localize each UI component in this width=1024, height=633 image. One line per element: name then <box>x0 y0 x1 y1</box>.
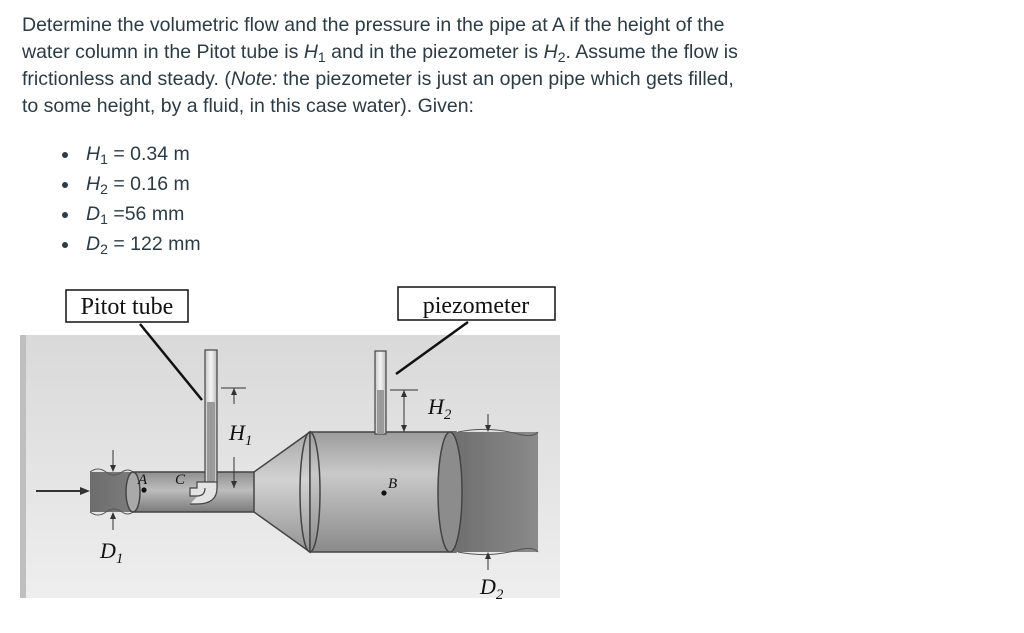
given-h1: $H_1 = 0.34$ m <box>62 139 201 169</box>
problem-statement <box>22 12 842 120</box>
var-h1: H <box>303 41 318 63</box>
point-a-label: A <box>138 472 148 488</box>
problem-line-1: Determine the volumetric flow and the pressure in the pipe at A if the height of the <box>22 14 725 36</box>
piezometer-label: piezometer <box>422 293 530 319</box>
point-c-label: C <box>175 472 186 488</box>
given-h2: $H_2 = 0.16$ m <box>62 169 201 199</box>
problem-line-3: frictionless and steady. (Note: the piezometer is just an open pipe which gets filled, <box>22 68 734 90</box>
given-d1: $D_1 =56$ mm <box>62 199 201 229</box>
note-label: Note: <box>230 68 278 90</box>
var-h2: H <box>543 41 558 63</box>
point-a-dot <box>141 487 146 492</box>
givens-list <box>62 139 201 259</box>
piezometer-tube <box>375 351 386 434</box>
pipe-figure <box>18 282 566 608</box>
d1-label: $D_1$ <box>100 538 124 567</box>
problem-line-2: water column in the Pitot tube is $H_1$ and in the piezometer is $H_2$. Assume the flow is <box>22 41 738 66</box>
pitot-tube-label: Pitot tube <box>80 294 174 320</box>
point-b-label: B <box>388 476 398 492</box>
h2-label: $H_2$ <box>428 394 452 423</box>
point-b-dot <box>381 490 386 495</box>
large-pipe <box>300 429 538 554</box>
d2-label: $D_2$ <box>480 574 504 603</box>
problem-line-4: to some height, by a fluid, in this case water). Given: <box>22 95 474 117</box>
h1-label: $H_1$ <box>229 420 253 449</box>
given-d2: $D_2 = 122$ mm <box>62 229 201 259</box>
